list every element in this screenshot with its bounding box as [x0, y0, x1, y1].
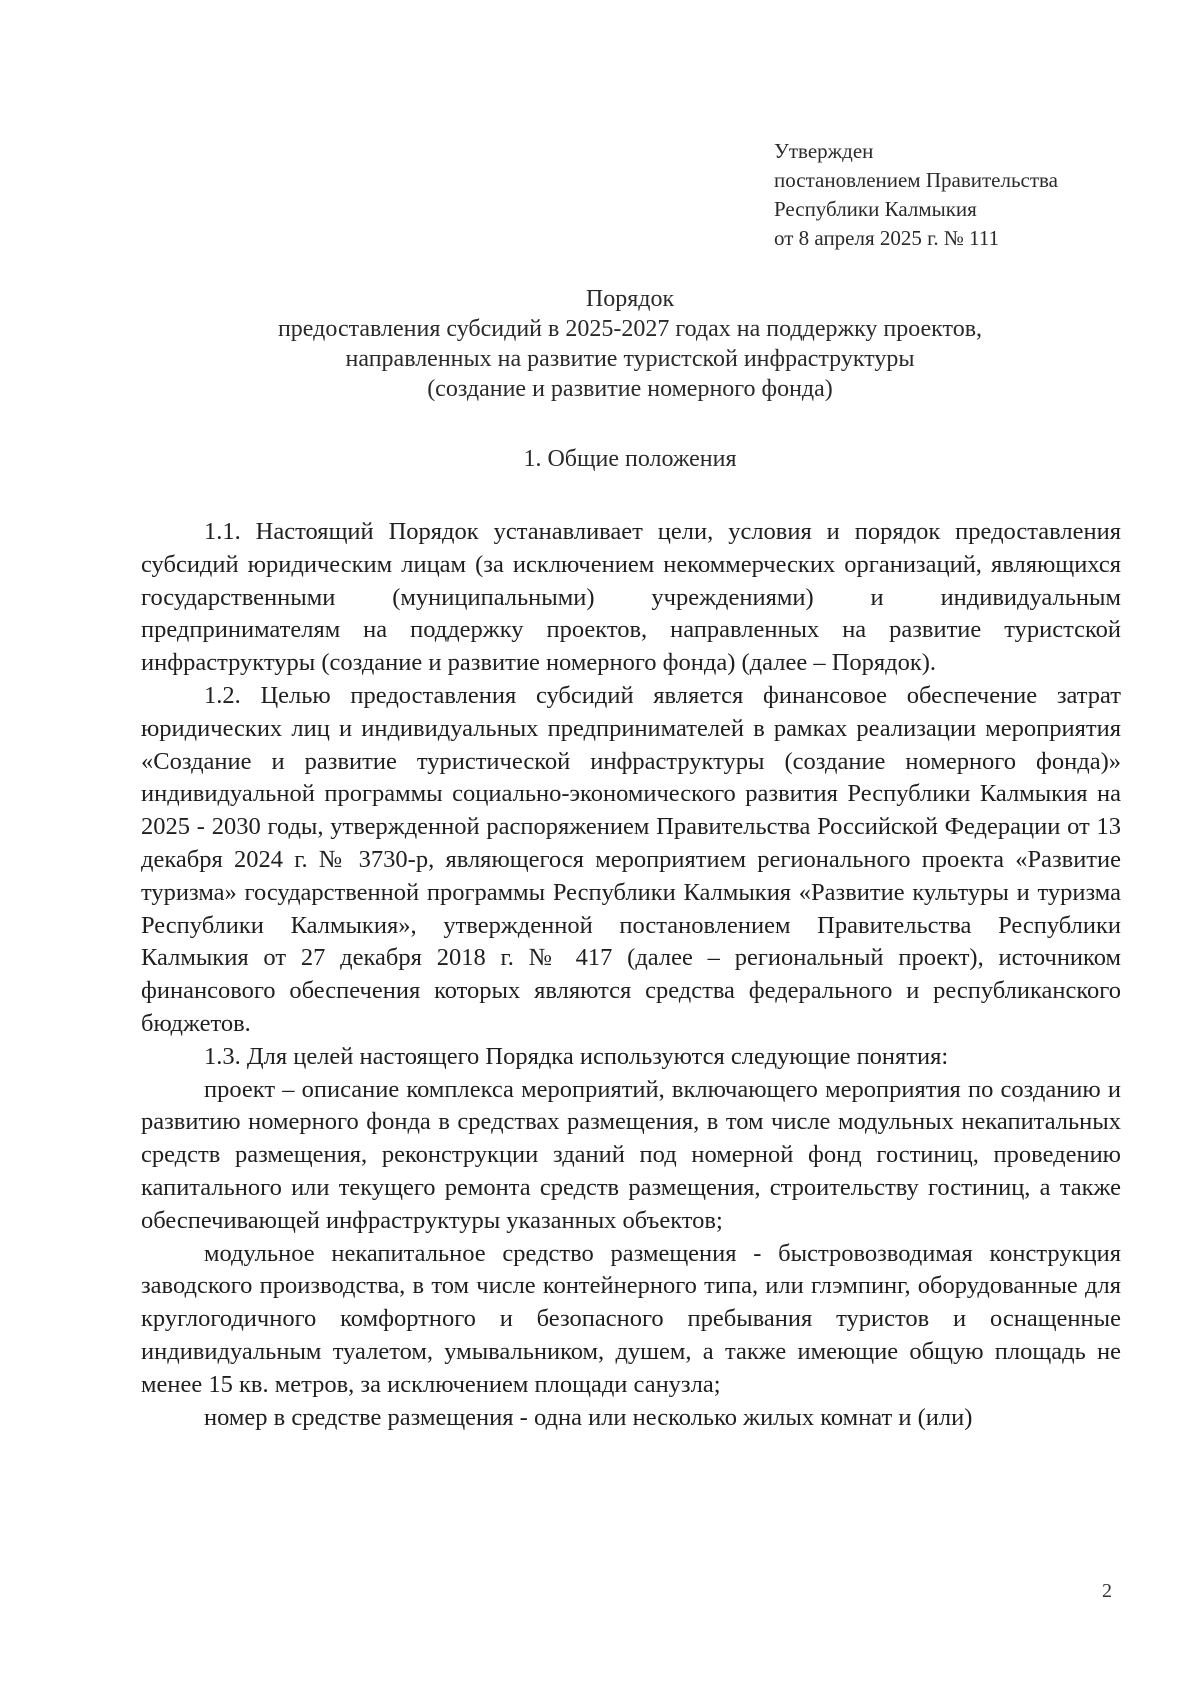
title-line-1: Порядок [585, 286, 675, 312]
title-line-3: направленных на развитие туристской инфраструктуры [345, 346, 915, 372]
paragraph-1-3: 1.3. Для целей настоящего Порядка используются следующие понятия: [204, 1042, 949, 1070]
document-body [141, 516, 1121, 1434]
title-line-4: (создание и развитие номерного фонда) [427, 376, 833, 402]
section-heading: 1. Общие положения [523, 446, 737, 472]
paragraph-1-1: 1.1. Настоящий Порядок устанавливает цели, условия и порядок предоставления субсидий юридическим лицам (за исключением некоммерческих организаций, являющихся государственными (муниципальными) учреждениями) и индивидуальным предпринимателям на поддержку проектов, направленных на развитие туристской инфраструктуры (создание и развитие номерного фонда) (далее – Порядок). [141, 518, 1121, 677]
approval-line-3: Республики Калмыкия [774, 197, 977, 221]
title-line-2: предоставления субсидий в 2025-2027 годах на поддержку проектов, [277, 316, 983, 342]
approval-stamp [774, 137, 1058, 253]
approval-line-2: постановлением Правительства [774, 168, 1059, 192]
paragraph-1-2: 1.2. Целью предоставления субсидий является финансовое обеспечение затрат юридических лиц и индивидуальных предпринимателей в рамках реализации мероприятия «Создание и развитие туристической инфраструктуры (создание номерного фонда)» индивидуальной программы социально-экономического развития Республики Калмыкия на 2025 - 2030 годы, утвержденной распоряжением Правительства Российской Федерации от 13 декабря 2024 г. № 3730-р, являющегося мероприятием регионального проекта «Развитие туризма» государственной программы Республики Калмыкия «Развитие культуры и туризма Республики Калмыкия», утвержденной постановлением Правительства Республики Калмыкия от 27 декабря 2018 г. № 417 (далее – региональный проект), источником финансового обеспечения которых являются средства федерального и республиканского бюджетов. [141, 681, 1121, 1037]
approval-line-1: Утвержден [774, 139, 874, 163]
paragraph-definition-room: номер в средстве размещения - одна или несколько жилых комнат и (или) [204, 1403, 973, 1431]
document-title [150, 284, 1110, 404]
approval-line-4: от 8 апреля 2025 г. № 111 [774, 226, 1000, 250]
page-number: 2 [1102, 1580, 1112, 1602]
paragraph-definition-modular: модульное некапитальное средство размещения - быстровозводимая конструкция заводского производства, в том числе контейнерного типа, или глэмпинг, оборудованные для круглогодичного комфортного и безопасного пребывания туристов и оснащенные индивидуальным туалетом, умывальником, душем, а также имеющие общую площадь не менее 15 кв. метров, за исключением площади санузла; [141, 1239, 1121, 1398]
paragraph-definition-project: проект – описание комплекса мероприятий, включающего мероприятия по созданию и развитию номерного фонда в средствах размещения, в том числе модульных некапитальных средств размещения, реконструкции зданий под номерной фонд гостиниц, проведению капитального или текущего ремонта средств размещения, строительству гостиниц, а также обеспечивающей инфраструктуры указанных объектов; [141, 1075, 1121, 1234]
